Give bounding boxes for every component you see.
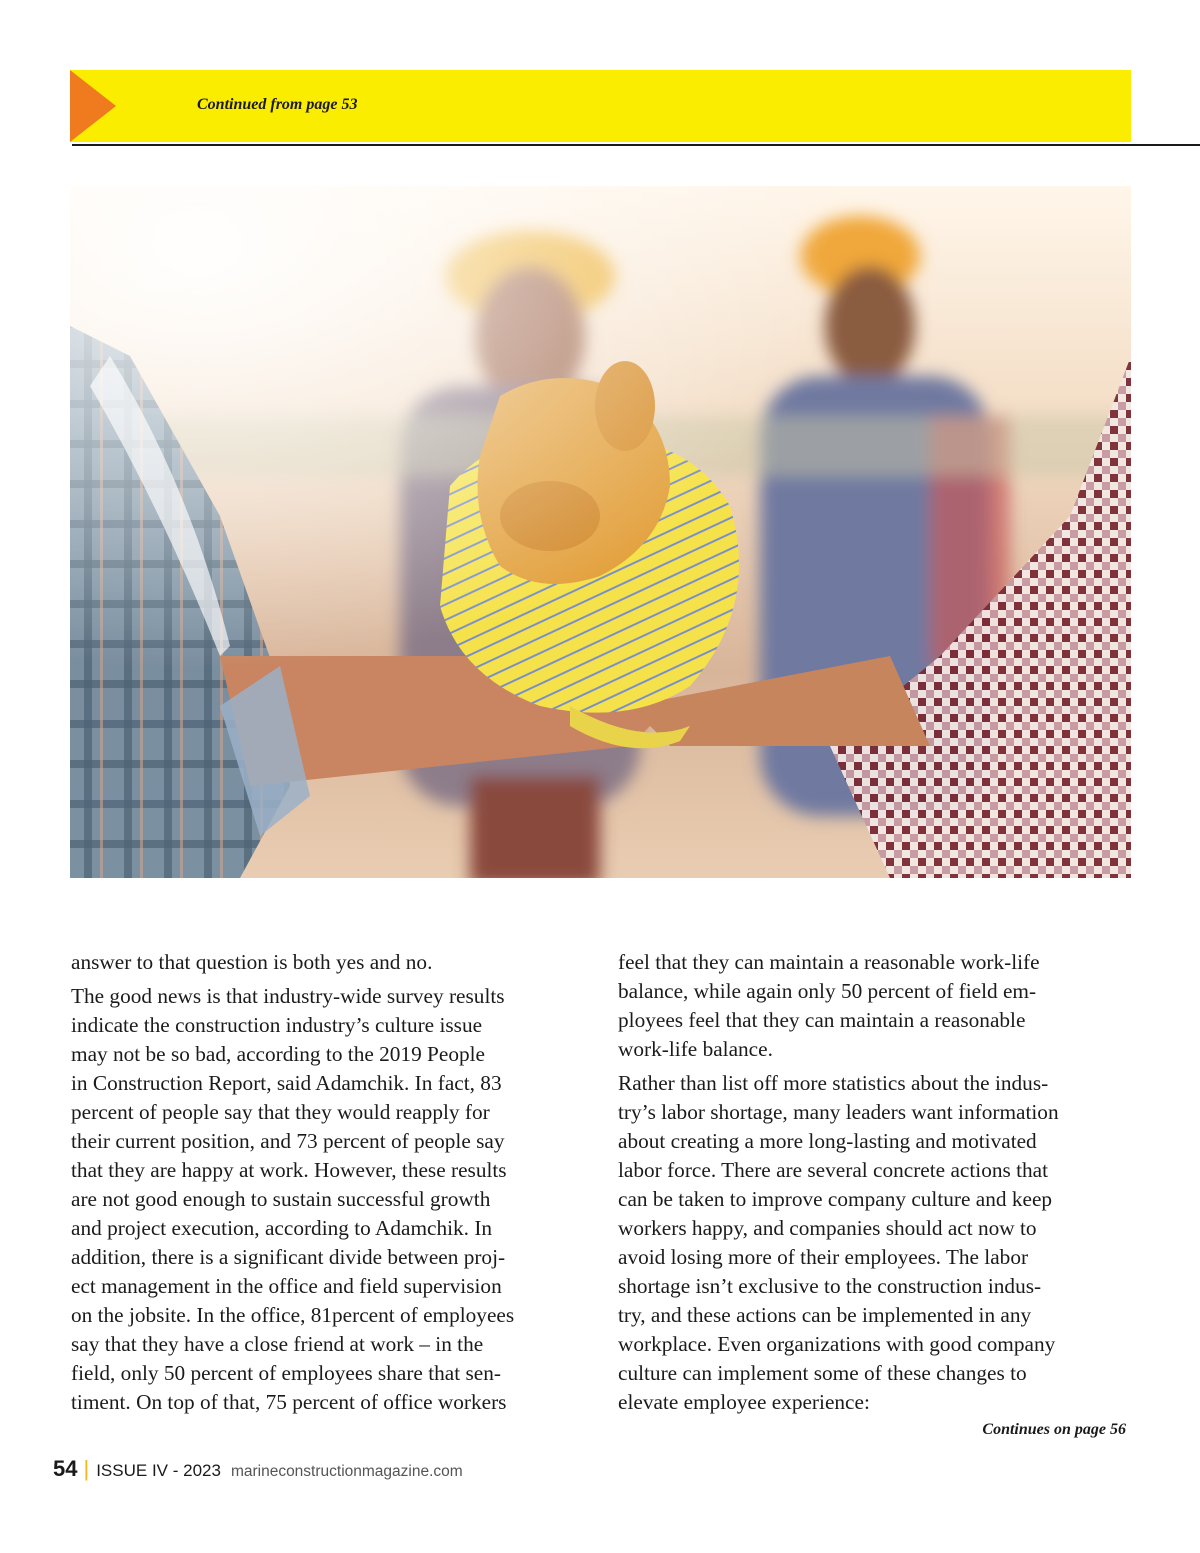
footer-separator: | <box>83 1456 90 1481</box>
issue-label: ISSUE IV - 2023 <box>96 1461 221 1480</box>
text-line: shortage isn’t exclusive to the construction indus- <box>618 1274 1042 1298</box>
article-column-right <box>618 948 1130 1422</box>
page-number: 54 <box>53 1456 78 1481</box>
arrow-icon <box>70 70 116 142</box>
text-line: workplace. Even organizations with good company <box>618 1332 1056 1356</box>
text-line: about creating a more long-lasting and motivated <box>618 1129 1037 1153</box>
article-column-left <box>71 948 583 1422</box>
text-line: workers happy, and companies should act now to <box>618 1216 1037 1240</box>
text-line: feel that they can maintain a reasonable work-life <box>618 950 1040 974</box>
text-line: in Construction Report, said Adamchik. In fact, 83 <box>71 1071 502 1095</box>
text-line: addition, there is a significant divide between proj- <box>71 1245 506 1269</box>
text-line: on the jobsite. In the office, 81percent of employees <box>71 1303 515 1327</box>
text-line: ployees feel that they can maintain a reasonable <box>618 1008 1026 1032</box>
continued-from-label: Continued from page 53 <box>197 96 358 113</box>
paragraph <box>618 1069 1130 1417</box>
text-line: that they are happy at work. However, these results <box>71 1158 507 1182</box>
text-line: try’s labor shortage, many leaders want information <box>618 1100 1059 1124</box>
website-link[interactable]: marineconstructionmagazine.com <box>230 1463 463 1480</box>
text-line: timent. On top of that, 75 percent of office workers <box>71 1390 507 1414</box>
text-line: culture can implement some of these changes to <box>618 1361 1027 1385</box>
text-line: Rather than list off more statistics about the indus- <box>618 1071 1049 1095</box>
continues-on-label: Continues on page 56 <box>982 1421 1126 1438</box>
text-line: percent of people say that they would reapply for <box>71 1100 490 1124</box>
text-line: may not be so bad, according to the 2019 People <box>71 1042 486 1066</box>
text-line: indicate the construction industry’s culture issue <box>71 1013 483 1037</box>
text-line: elevate employee experience: <box>618 1390 870 1414</box>
header-divider <box>72 144 1200 146</box>
handshake-photo <box>70 186 1131 878</box>
paragraph <box>71 982 583 1417</box>
text-line: balance, while again only 50 percent of field em- <box>618 979 1037 1003</box>
text-line: field, only 50 percent of employees share that sen- <box>71 1361 501 1385</box>
text-line: avoid losing more of their employees. The labor <box>618 1245 1029 1269</box>
text-line: can be taken to improve company culture and keep <box>618 1187 1053 1211</box>
paragraph <box>71 948 583 977</box>
text-line: The good news is that industry-wide survey results <box>71 984 505 1008</box>
text-line: their current position, and 73 percent of people say <box>71 1129 505 1153</box>
paragraph <box>618 948 1130 1064</box>
page-footer <box>53 1456 463 1484</box>
text-line: ect management in the office and field supervision <box>71 1274 502 1298</box>
text-line: labor force. There are several concrete actions that <box>618 1158 1049 1182</box>
text-line: and project execution, according to Adamchik. In <box>71 1216 493 1240</box>
text-line: try, and these actions can be implemented in any <box>618 1303 1032 1327</box>
text-line: answer to that question is both yes and no. <box>71 950 433 974</box>
text-line: work-life balance. <box>618 1037 773 1061</box>
text-line: say that they have a close friend at work – in the <box>71 1332 484 1356</box>
text-line: are not good enough to sustain successful growth <box>71 1187 491 1211</box>
